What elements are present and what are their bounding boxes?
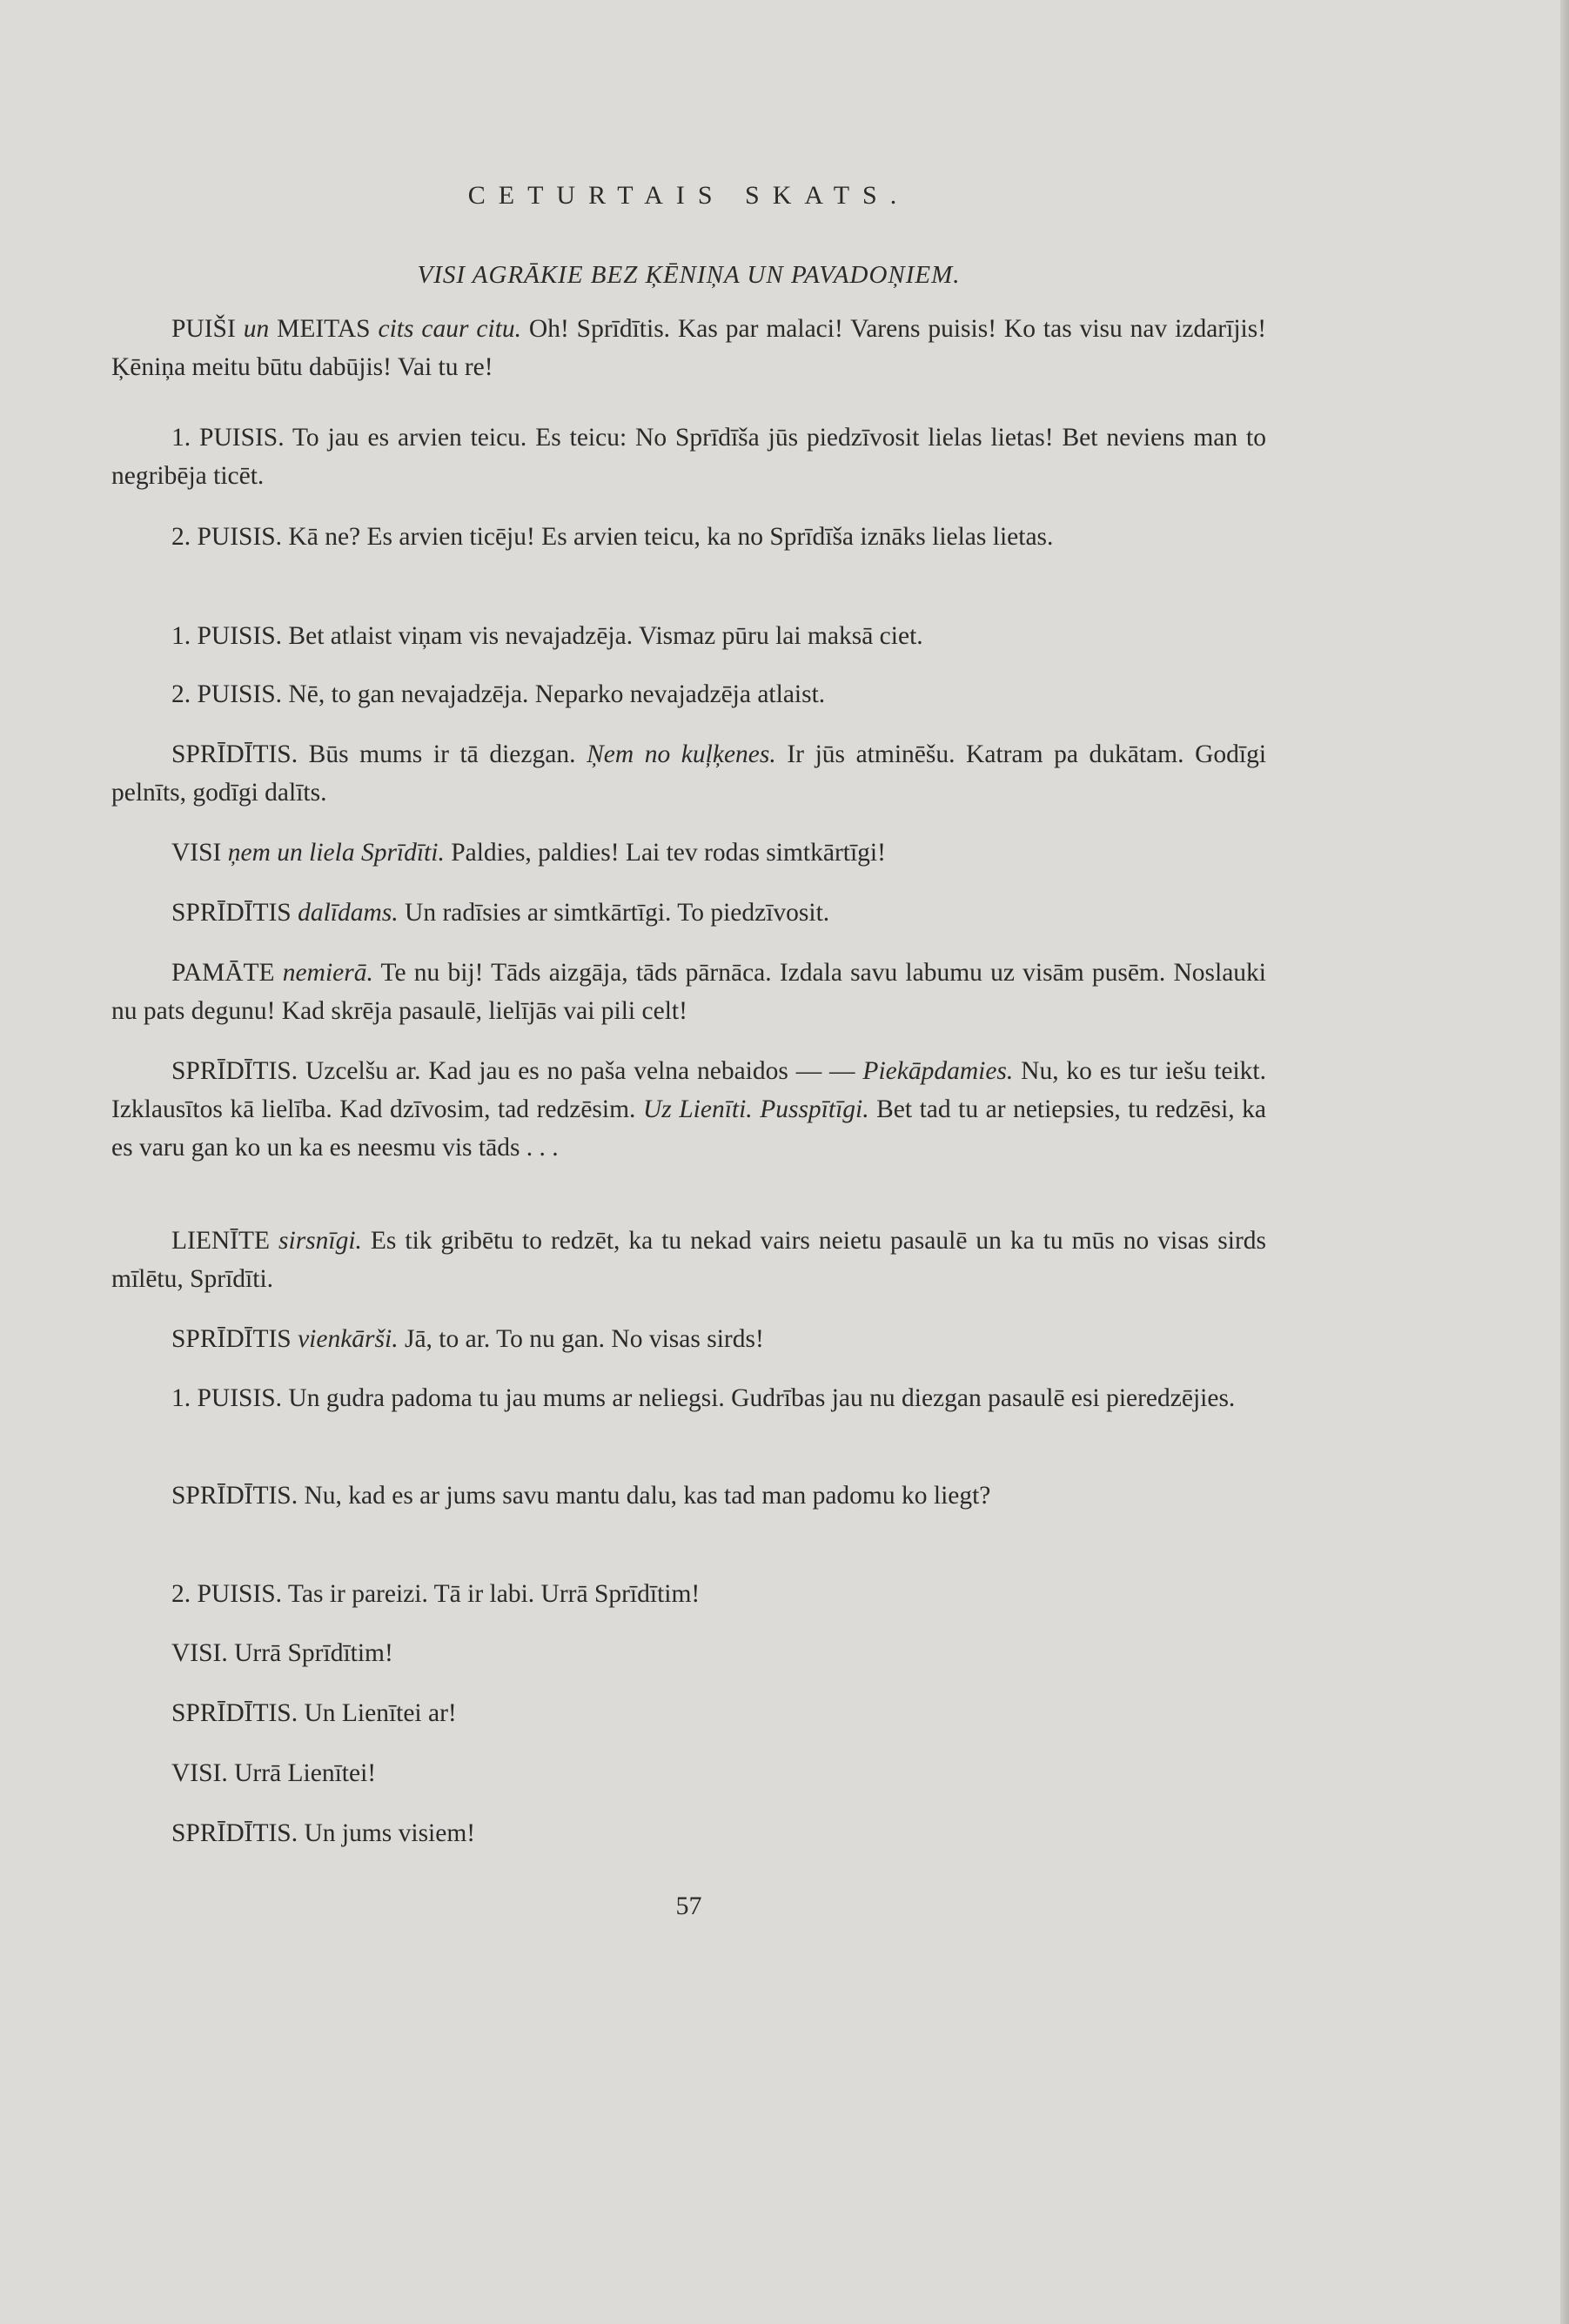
speaker: SPRĪDĪTIS.	[171, 1057, 298, 1085]
speaker: SPRĪDĪTIS.	[171, 1699, 298, 1727]
dialogue-paragraph	[111, 954, 1266, 1030]
dialogue-text: Kā ne? Es arvien ticēju! Es arvien teicu, ka no Sprīdīša iznāks lielas lietas.	[288, 523, 1054, 551]
dialogue-text: Un Lienītei ar!	[304, 1699, 457, 1727]
dialogue-text: To jau es arvien teicu. Es teicu: No Sprīdīša jūs piedzīvosit lielas lietas! Bet neviens man to negribēja ticēt.	[111, 424, 1266, 490]
dialogue-paragraph	[111, 1052, 1266, 1167]
dialogue-text: Un gudra padoma tu jau mums ar neliegsi. Gudrības jau nu diezgan pasaulē esi pieredzējies.	[288, 1384, 1236, 1412]
stage-direction: ņem un liela Sprīdīti.	[227, 839, 445, 867]
dialogue-paragraph	[111, 1814, 1266, 1852]
dialogue-paragraph	[111, 1477, 1266, 1515]
speaker: 2. PUISIS.	[171, 523, 283, 551]
dialogue-text: Nē, to gan nevajadzēja. Neparko nevajadzēja atlaist.	[288, 680, 826, 708]
stage-direction: nemierā.	[282, 959, 373, 987]
speaker: MEITAS	[277, 315, 371, 343]
dialogue-text: Paldies, paldies! Lai tev rodas simtkārtīgi!	[451, 839, 886, 867]
dialogue-paragraph	[111, 1320, 1266, 1358]
dialogue-text: Bet tad tu ar netiepsies, tu redzēsi, ka es varu gan ko un ka es neesmu vis tāds . . .	[111, 1095, 1267, 1162]
dialogue-paragraph	[111, 735, 1266, 812]
speaker: 1. PUISIS.	[171, 1384, 283, 1412]
dialogue-paragraph	[111, 1379, 1266, 1417]
dialogue-text: Jā, to ar. To nu gan. No visas sirds!	[404, 1325, 764, 1353]
dialogue-paragraph	[111, 894, 1266, 932]
dialogue-text: Tas ir pareizi. Tā ir labi. Urrā Sprīdītim!	[287, 1580, 701, 1608]
dialogue-paragraph	[111, 1694, 1266, 1732]
speaker: 2. PUISIS.	[171, 680, 283, 708]
speaker: 1. PUISIS.	[171, 424, 285, 452]
dialogue-paragraph	[111, 1754, 1266, 1792]
speaker: PUIŠI	[171, 315, 236, 343]
dialogue-paragraph	[111, 1634, 1266, 1672]
stage-direction: dalīdams.	[298, 899, 399, 927]
speaker: SPRĪDĪTIS	[171, 1325, 292, 1353]
speaker: VISI.	[171, 1639, 228, 1667]
dialogue-text: Būs mums ir tā diezgan.	[308, 740, 576, 768]
dialogue-paragraph	[111, 419, 1266, 495]
dialogue-paragraph	[111, 675, 1266, 713]
dialogue-text: Un radīsies ar simtkārtīgi. To piedzīvosit.	[405, 899, 830, 927]
dialogue-text: Nu, ko es tur iešu teikt. Izklausītos kā lielība. Kad dzīvosim, tad redzēsim.	[111, 1057, 1267, 1123]
speaker: VISI	[171, 839, 222, 867]
speaker: 2. PUISIS.	[171, 1580, 283, 1608]
page-edge	[1560, 0, 1569, 2324]
speaker: 1. PUISIS.	[171, 622, 283, 650]
speaker: SPRĪDĪTIS.	[171, 1482, 298, 1510]
stage-direction: Ņem no kuļķenes.	[587, 740, 776, 768]
speaker: SPRĪDĪTIS.	[171, 1819, 298, 1847]
speaker: LIENĪTE	[171, 1227, 271, 1255]
stage-direction: sirsnīgi.	[278, 1227, 362, 1255]
dialogue-paragraph	[111, 1222, 1266, 1298]
dialogue-text: Bet atlaist viņam vis nevajadzēja. Vismaz pūru lai maksā ciet.	[288, 622, 923, 650]
stage-direction: un	[243, 315, 270, 343]
speaker: VISI.	[171, 1759, 228, 1787]
dialogue-paragraph	[111, 518, 1266, 556]
dialogue-text: Uzcelšu ar. Kad jau es no paša velna nebaidos — —	[305, 1057, 855, 1085]
dialogue-text: Urrā Lienītei!	[234, 1759, 377, 1787]
stage-direction: cits caur citu.	[378, 315, 521, 343]
dialogue-text: Nu, kad es ar jums savu mantu dalu, kas tad man padomu ko liegt?	[304, 1482, 991, 1510]
dialogue-paragraph	[111, 310, 1266, 386]
speaker: SPRĪDĪTIS	[171, 899, 292, 927]
dialogue-paragraph	[111, 834, 1266, 872]
stage-direction: Uz Lienīti. Pusspītīgi.	[642, 1095, 869, 1123]
speaker: SPRĪDĪTIS.	[171, 740, 298, 768]
page-number: 57	[675, 1892, 702, 1920]
dialogue-text: Urrā Sprīdītim!	[234, 1639, 393, 1667]
dialogue-paragraph	[111, 617, 1266, 655]
stage-direction: Piekāpdamies.	[862, 1057, 1014, 1085]
dialogue-paragraph	[111, 1575, 1266, 1613]
dialogue-text: Te nu bij! Tāds aizgāja, tāds pārnāca. Izdala savu labumu uz visām pusēm. Noslauki nu pats degunu! Kad skrēja pasaulē, lielījās vai pili celt!	[111, 959, 1266, 1025]
speaker: PAMĀTE	[171, 959, 275, 987]
scene-heading: CETURTAIS SKATS.	[467, 181, 910, 210]
stage-direction: vienkārši.	[298, 1325, 399, 1353]
dialogue-text: Un jums visiem!	[304, 1819, 476, 1847]
scene-subheading: VISI AGRĀKIE BEZ ĶĒNIŅA UN PAVADOŅIEM.	[417, 261, 961, 289]
dialogue-text: Ir jūs atminēšu. Katram pa dukātam. Godīgi pelnīts, godīgi dalīts.	[111, 740, 1267, 807]
dialogue-text: Oh! Sprīdītis. Kas par malaci! Varens puisis! Ko tas visu nav izdarījis! Ķēniņa meitu būtu dabūjis! Vai tu re!	[111, 315, 1267, 381]
dialogue-text: Es tik gribētu to redzēt, ka tu nekad vairs neietu pasaulē un ka tu mūs no visas sirds mīlētu, Sprīdīti.	[111, 1227, 1267, 1293]
